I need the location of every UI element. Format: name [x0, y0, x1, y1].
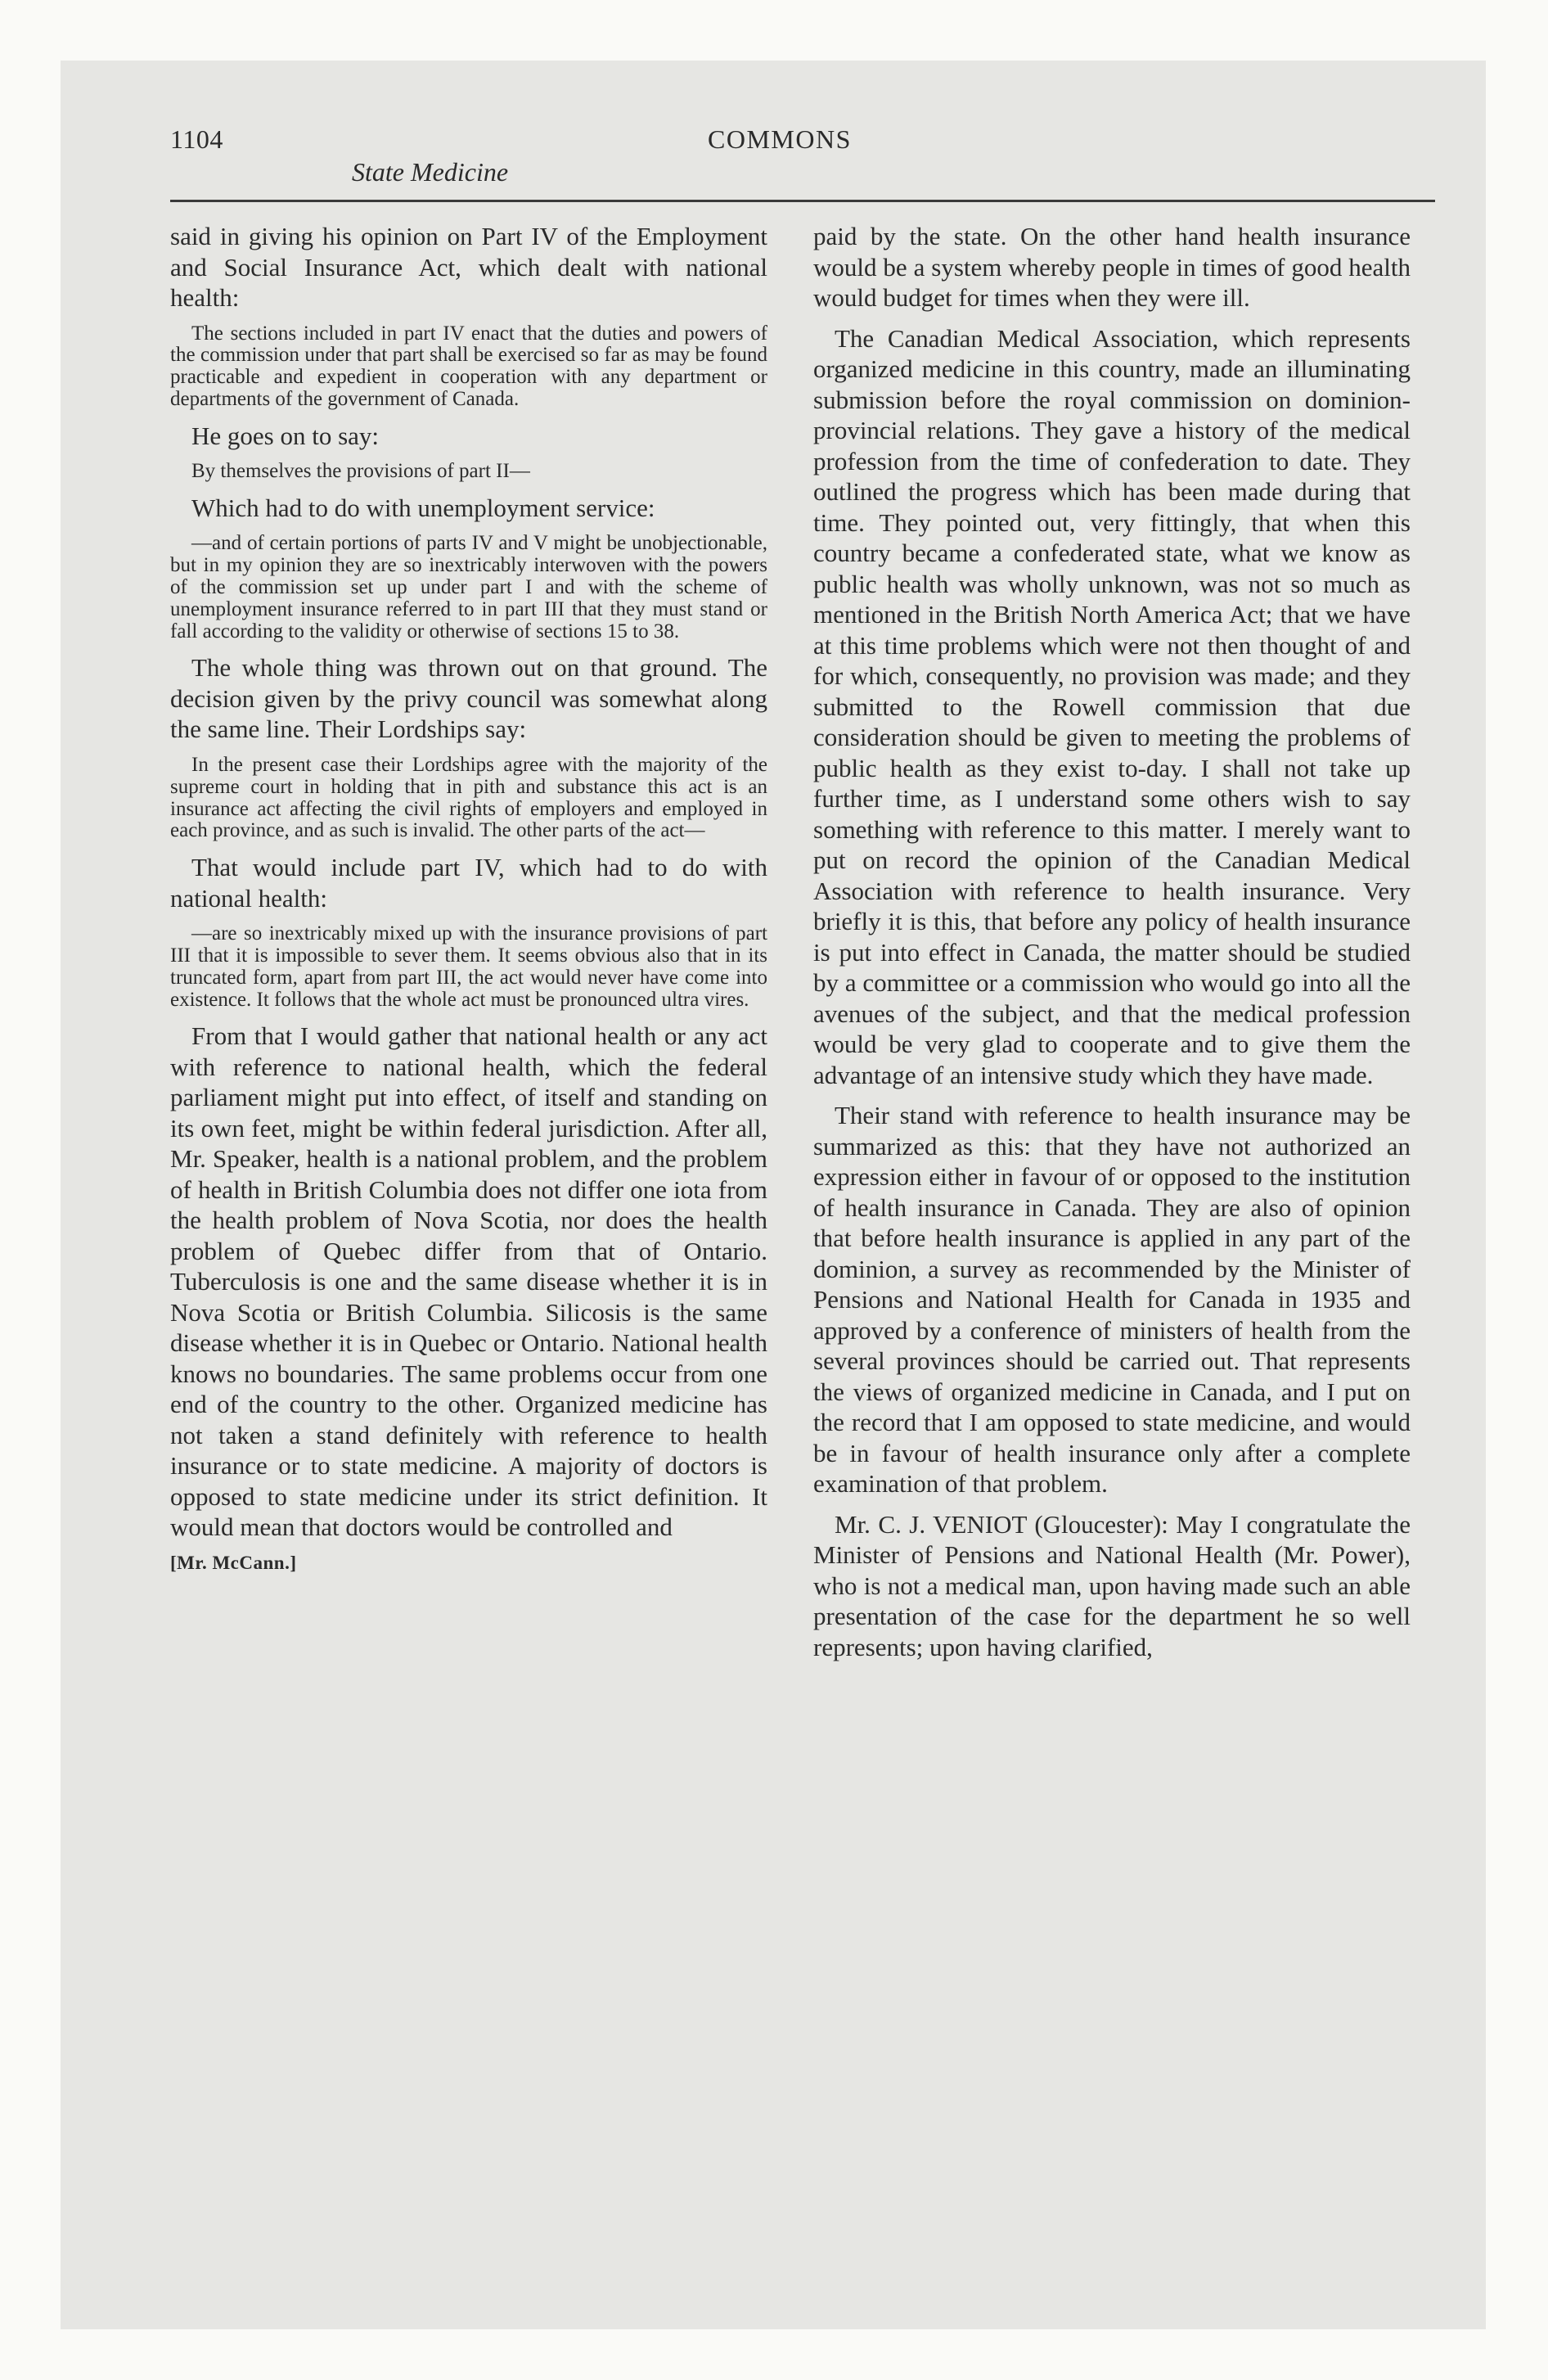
section-title: State Medicine — [352, 157, 509, 187]
left-paragraph: The whole thing was thrown out on that ground. The decision given by the privy council was somewhat along the same line. Their Lordships say: — [170, 653, 767, 744]
left-paragraph: From that I would gather that national health or any act with reference to national health, which the federal parliament might put into effect, of itself and standing on its own feet, might be within federal jurisdiction. After all, Mr. Speaker, health is a national problem, and the problem of health in British Columbia does not differ one iota from the health problem of Nova Scotia, nor does the health problem of Quebec differ from that of Ontario. Tuberculosis is one and the same disease whether it is in Nova Scotia or British Columbia. Silicosis is the same disease whether it is in Quebec or Ontario. National health knows no boundaries. The same problems occur from one end of the country to the other. Organized medicine has not taken a stand definitely with reference to health insurance or to state medicine. A majority of doctors is opposed to state medicine under its strict definition. It would mean that doctors would be controlled and — [170, 1021, 767, 1542]
left-paragraph: said in giving his opinion on Part IV of the Employment and Social Insurance Act, which dealt with national health: — [170, 222, 767, 312]
document-page — [131, 0, 1440, 2380]
right-paragraph: Their stand with reference to health insurance may be summarized as this: that they have not authorized an expression either in favour of or opposed to the institution of health insurance in Canada. They are also of opinion that before health insurance is applied in any part of the dominion, a survey as recommended by the Minister of Pensions and National Health for Canada in 1935 and approved by a conference of ministers of health from the several provinces should be carried out. That represents the views of organized medicine in Canada, and I put on the record that I am opposed to state medicine, and would be in favour of health insurance only after a complete examination of that problem. — [813, 1101, 1411, 1498]
left-paragraph: He goes on to say: — [191, 421, 380, 450]
left-paragraph: In the present case their Lordships agree with the majority of the supreme court in holding that in pith and substance this act is an insurance act affecting the civil rights of employers and employed in each province, and as such is invalid. The other parts of the act— — [170, 753, 767, 842]
left-paragraph: By themselves the provisions of part II— — [191, 460, 530, 483]
header-rule — [170, 200, 1435, 202]
left-column — [170, 221, 767, 1574]
speaker-footnote: [Mr. McCann.] — [170, 1552, 297, 1573]
left-paragraph: —and of certain portions of parts IV and V might be unobjectionable, but in my opinion they are so inextricably interwoven with the powers of the commission set up under part I and with the scheme of unemployment insurance referred to in part III that they must stand or fall according to the validity or otherwise of sections 15 to 38. — [170, 532, 767, 642]
right-paragraph: Mr. C. J. VENIOT (Gloucester): May I congratulate the Minister of Pensions and National Health (Mr. Power), who is not a medical man, upon having made such an able presentation of the case for the department he so well represents; upon having clarified, — [813, 1509, 1411, 1661]
left-paragraph: Which had to do with unemployment service: — [191, 493, 655, 522]
running-title: COMMONS — [708, 124, 852, 154]
left-paragraph: The sections included in part IV enact that the duties and powers of the commission under that part shall be exercised so far as may be found practicable and expedient in cooperation with any department or departments of the government of Canada. — [170, 322, 767, 410]
right-paragraph: The Canadian Medical Association, which represents organized medicine in this country, made an illuminating submission before the royal commission on dominion-provincial relations. They gave a history of the medical profession from the time of confederation to date. They outlined the progress which has been made during that time. They pointed out, very fittingly, that when this country became a confederated state, what we know as public health was wholly unknown, was not so much as mentioned in the British North America Act; that we have at this time problems which were not then thought of and for which, consequently, no provision was made; and they submitted to the Rowell commission that due consideration should be given to meeting the problems of public health as they exist to-day. I shall not take up further time, as I understand some others wish to say something with reference to this matter. I merely want to put on record the opinion of the Canadian Medical Association with reference to health insurance. Very briefly it is this, that before any policy of health insurance is put into effect in Canada, the matter should be studied by a committee or a commission who would go into all the avenues of the subject, and that the medical profession would be very glad to cooperate and to give them the advantage of an intensive study which they have made. — [813, 323, 1411, 1089]
left-paragraph: That would include part IV, which had to do with national health: — [170, 853, 767, 913]
right-paragraph: paid by the state. On the other hand health insurance would be a system whereby people in times of good health would budget for times when they were ill. — [813, 222, 1411, 312]
page-number: 1104 — [170, 124, 223, 154]
right-column — [813, 221, 1411, 1672]
left-paragraph: —are so inextricably mixed up with the insurance provisions of part III that it is impossible to sever them. It seems obvious also that in its truncated form, apart from part III, the act would never have come into existence. It follows that the whole act must be pronounced ultra vires. — [170, 922, 767, 1011]
